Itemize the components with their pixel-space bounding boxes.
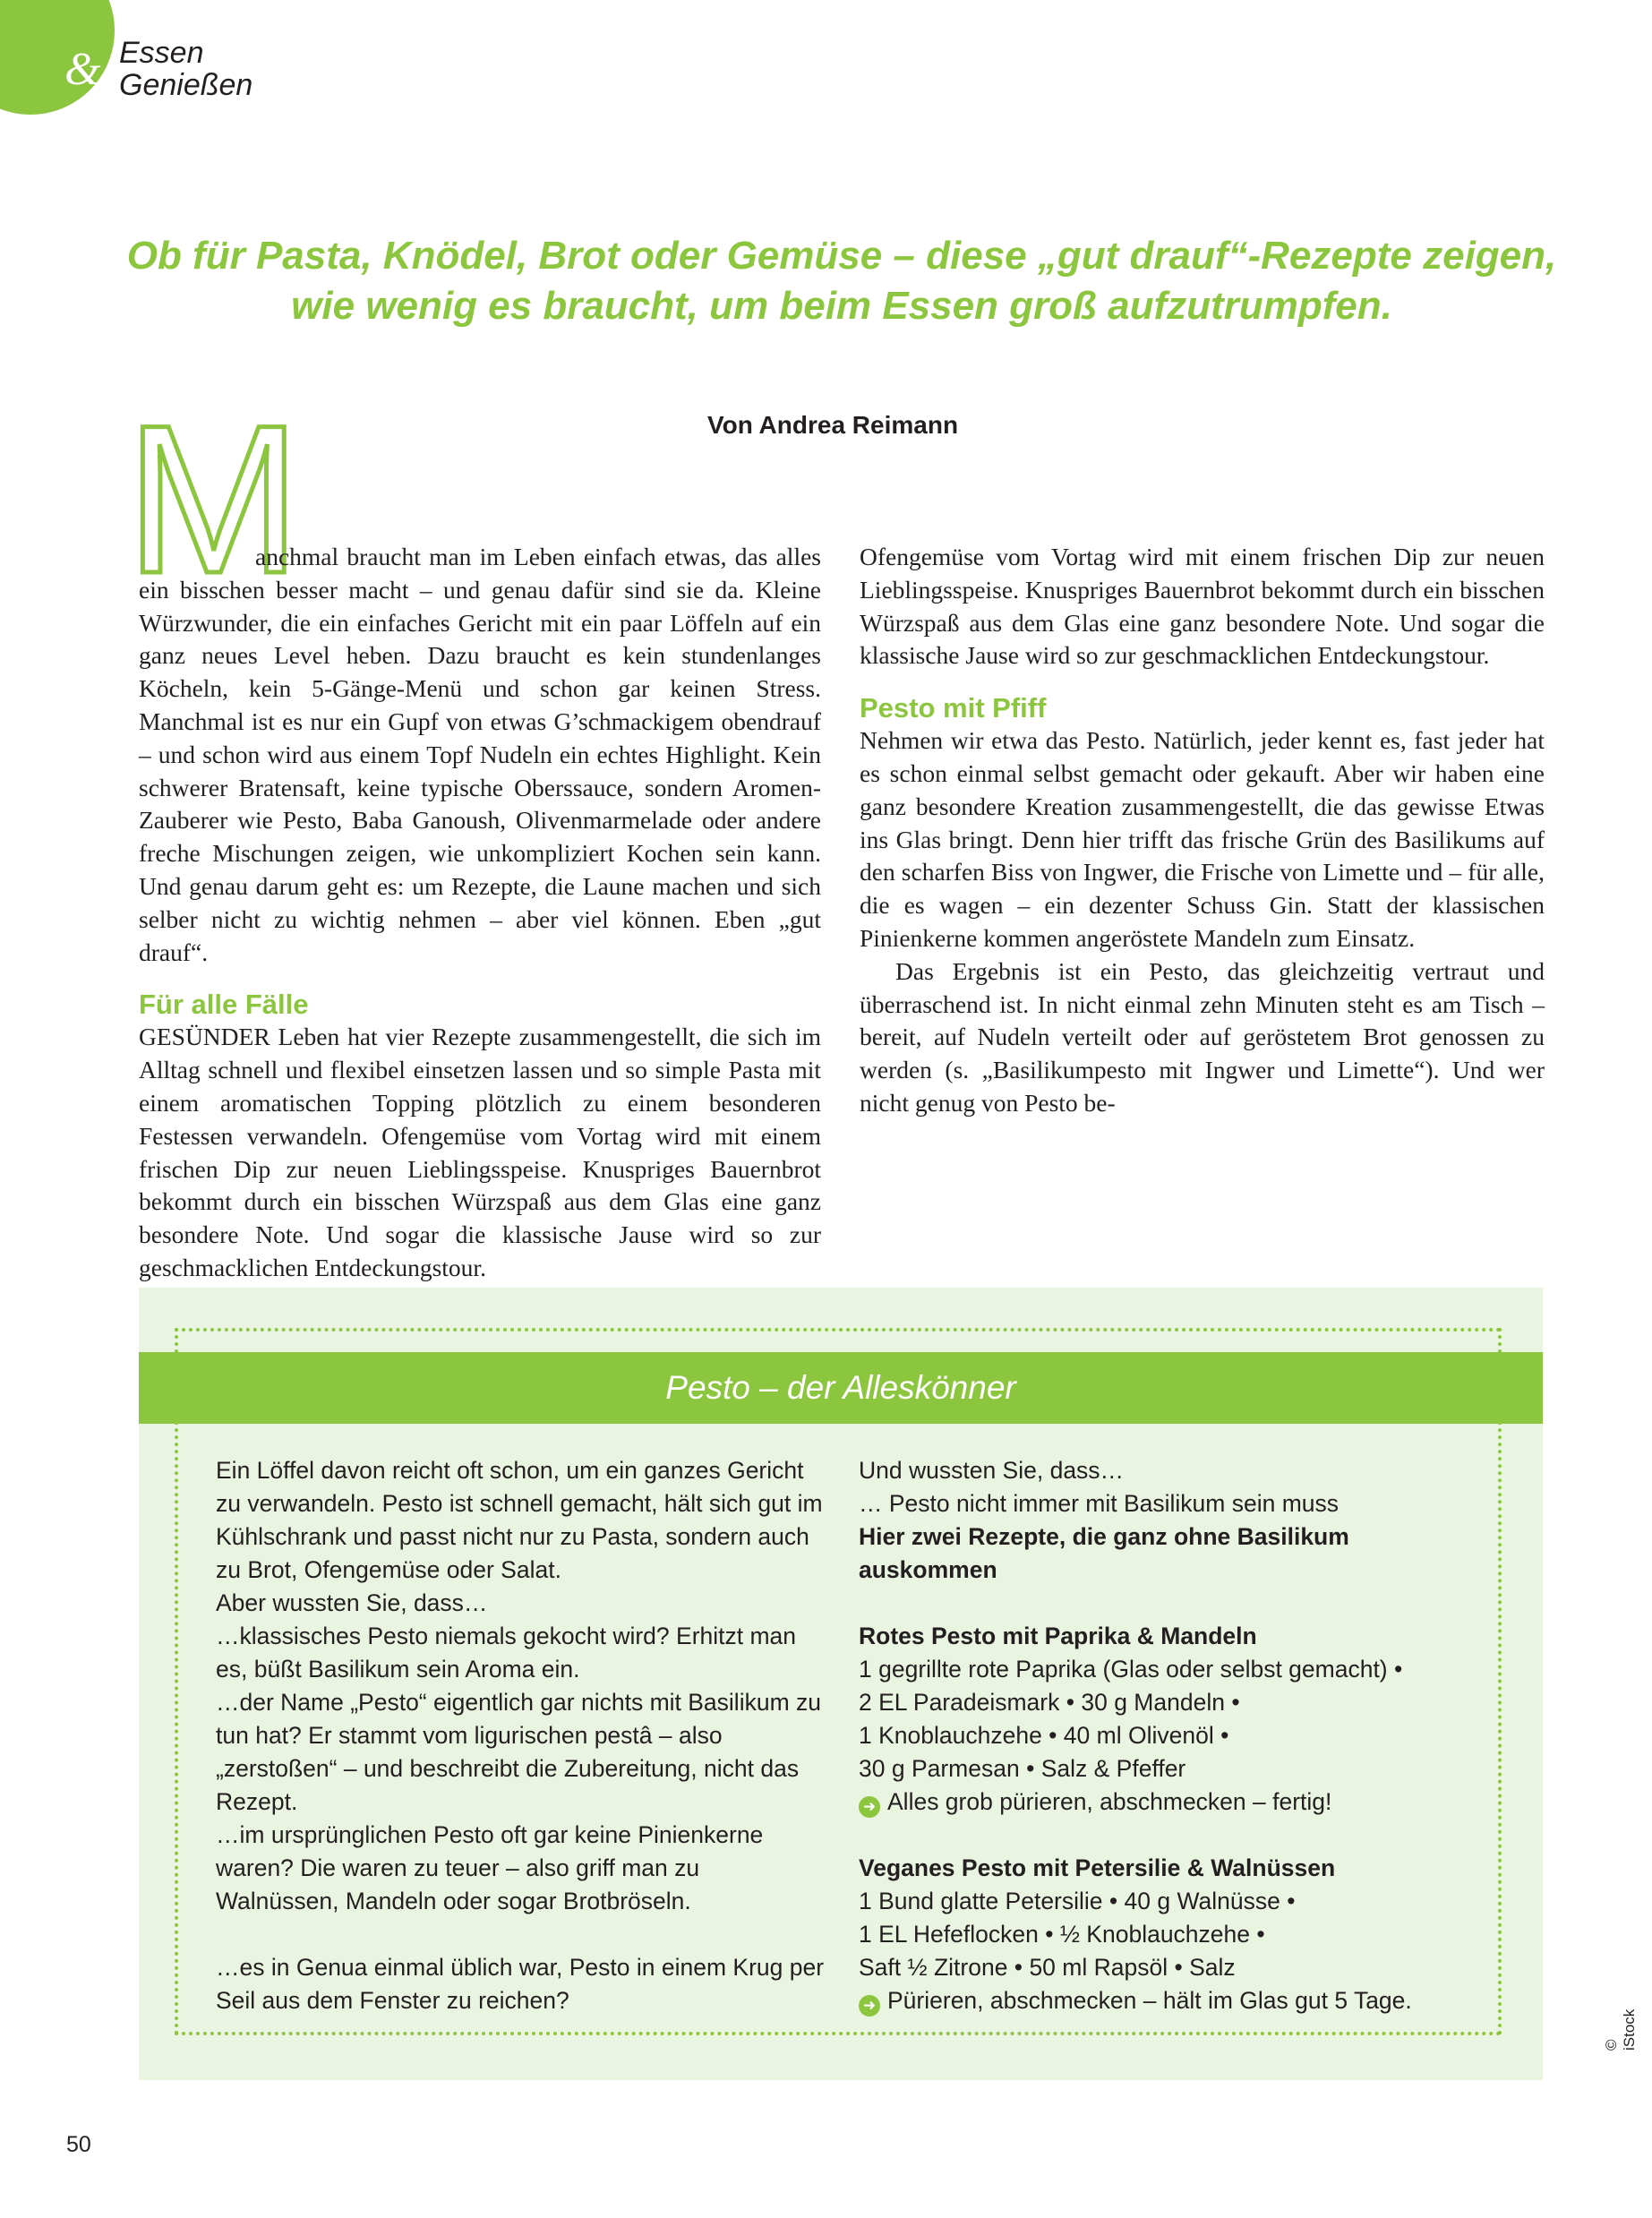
author-byline: Von Andrea Reimann <box>707 411 959 439</box>
recipe-2-ingredients-3: Saft ½ Zitrone • 50 ml Rapsöl • Salz <box>859 1954 1236 1981</box>
infobox-fact-2: …der Name „Pesto“ eigentlich gar nichts mit Basilikum zu tun hat? Er stammt vom ligurischen pestâ – also „zerstoßen“ – und beschreibt die Zubereitung, nicht das Rezept. <box>216 1689 821 1815</box>
article-paragraph-3: Nehmen wir etwa das Pesto. Natürlich, jeder kennt es, fast jeder hat es schon einmal selbst gemacht oder gekauft. Aber wir haben eine ganz besondere Kreation zusammengestellt, die das gewisse Etwas ins Glas bringt. Denn hier trifft das frische Grün des Basilikums auf den scharfen Biss von Ingwer, die Frische von Limette und – für alle, die es wagen – ein dezenter Schuss Gin. Statt der klassischen Pinienkerne kommen angeröstete Mandeln zum Einsatz. <box>860 726 1545 952</box>
headline-line-2: wie wenig es braucht, um beim Essen groß aufzutrumpfen. <box>291 284 1392 328</box>
recipe-2-ingredients-1: 1 Bund glatte Petersilie • 40 g Walnüsse • <box>859 1888 1296 1914</box>
recipe-2-title: Veganes Pesto mit Petersilie & Walnüssen <box>859 1854 1336 1881</box>
article-paragraph-2-continued: Ofengemüse vom Vortag wird mit einem frischen Dip zur neuen Lieblingsspeise. Knuspriges Bauernbrot bekommt durch ein bisschen Würzspaß aus dem Glas eine ganz besondere Note. Und sogar die klassische Jause wird so zur geschmacklichen Entdeckungstour. <box>860 543 1545 670</box>
infobox-question-lead: Aber wussten Sie, dass… <box>216 1589 488 1616</box>
recipe-1-title: Rotes Pesto mit Paprika & Mandeln <box>859 1623 1257 1649</box>
article-intro: anchmal braucht man im Leben einfach etwas, das alles ein bisschen besser macht – und genau dafür sind sie da. Kleine Würzwunder, die ein einfaches Gericht mit ein paar Löffeln auf ein ganz neues Level heben. Dazu braucht es kein stundenlanges Köcheln, kein 5-Gänge-Menü und schon gar keinen Stress. Manchmal ist es nur ein Gupf von etwas G’schmackigem obendrauf – und schon wird aus einem Topf Nudeln ein echtes Highlight. Kein schwerer Bratensaft, keine typische Oberssauce, sondern Aromen-Zauberer wie Pesto, Baba Ganoush, Olivenmarmelade oder andere freche Mischungen zeigen, wie unkompliziert Kochen sein kann. Und genau darum geht es: um Rezepte, die Laune machen und sich selber nicht zu wichtig nehmen – aber viel können. Eben „gut drauf“. <box>139 543 821 966</box>
infobox-fact-1: …klassisches Pesto niemals gekocht wird? Erhitzt man es, büßt Basilikum sein Aroma ein. <box>216 1623 797 1683</box>
infobox-fact-4: …es in Genua einmal üblich war, Pesto in einem Krug per Seil aus dem Fenster zu reichen? <box>216 1954 825 2014</box>
infobox-column-left <box>216 1454 825 2017</box>
recipe-1-ingredients-3: 1 Knoblauchzehe • 40 ml Olivenöl • <box>859 1722 1229 1749</box>
infobox-title: Pesto – der Alleskönner <box>139 1352 1543 1424</box>
infobox-intro: Ein Löffel davon reicht oft schon, um ein ganzes Gericht zu verwandeln. Pesto ist schnell gemacht, hält sich gut im Kühlschrank und passt nicht nur zu Pasta, sondern auch zu Brot, Ofengemüse oder Salat. <box>216 1457 823 1583</box>
section-logo-word-essen: Essen <box>119 36 204 70</box>
infobox-column-right <box>859 1454 1485 2017</box>
section-logo-word-geniessen: Genießen <box>119 68 253 102</box>
recipe-1-step <box>859 1786 1485 1819</box>
infobox-fact-3: …im ursprünglichen Pesto oft gar keine Pinienkerne waren? Die waren zu teuer – also griff man zu Walnüssen, Mandeln oder sogar Brotbröseln. <box>216 1821 764 1914</box>
infobox-right-fact: … Pesto nicht immer mit Basilikum sein muss <box>859 1490 1340 1517</box>
article-column-right <box>860 541 1545 1120</box>
recipe-1-ingredients-4: 30 g Parmesan • Salz & Pfeffer <box>859 1755 1186 1782</box>
section-logo-ampersand: & <box>64 44 101 95</box>
subhead-fuer-alle-faelle: Für alle Fälle <box>139 989 309 1021</box>
page-number: 50 <box>66 2132 91 2157</box>
drop-cap: M <box>125 381 302 618</box>
recipe-1-ingredients-2: 2 EL Paradeismark • 30 g Mandeln • <box>859 1689 1240 1716</box>
recipe-1-ingredients-1: 1 gegrillte rote Paprika (Glas oder selbst gemacht) • <box>859 1656 1403 1683</box>
recipe-2-ingredients-2: 1 EL Hefeflocken • ½ Knoblauchzehe • <box>859 1921 1265 1948</box>
infobox-recipes-intro: Hier zwei Rezepte, die ganz ohne Basilikum auskommen <box>859 1523 1349 1583</box>
recipe-1-step-text: Alles grob pürieren, abschmecken – fertig! <box>887 1788 1332 1815</box>
photo-credit: © iStock <box>1603 2008 1638 2051</box>
headline-line-1: Ob für Pasta, Knödel, Brot oder Gemüse – diese „gut drauf“-Rezepte zeigen, <box>126 234 1557 278</box>
recipe-2-step <box>859 1984 1485 2017</box>
article-paragraph-2: GESÜNDER Leben hat vier Rezepte zusammengestellt, die sich im Alltag schnell und flexibel einsetzen lassen und so simple Pasta mit einem aromatischen Topping plötzlich zu einem besonderen Festessen verwandeln. Ofengemüse vom Vortag wird mit einem frischen Dip zur neuen Lieblingsspeise. Knuspriges Bauernbrot bekommt durch ein bisschen Würzspaß aus dem Glas eine ganz besondere Note. Und sogar die klassische Jause wird so zur geschmacklichen Entdeckungstour. <box>139 1023 821 1281</box>
recipe-2-step-text: Pürieren, abschmecken – hält im Glas gut 5 Tage. <box>887 1987 1412 2014</box>
article-paragraph-4: Das Ergebnis ist ein Pesto, das gleichzeitig vertraut und überraschend ist. In nicht einmal zehn Minuten steht es am Tisch – bereit, auf Nudeln verteilt oder auf geröstetem Brot genossen zu werden (s. „Basilikumpesto mit Ingwer und Limette“). Und wer nicht genug von Pesto be- <box>860 956 1545 1117</box>
arrow-right-icon: ➜ <box>859 1796 880 1818</box>
arrow-right-icon: ➜ <box>859 1995 880 2017</box>
article-column-left <box>139 541 821 1281</box>
infobox-right-lead: Und wussten Sie, dass… <box>859 1457 1125 1484</box>
infobox-pesto <box>139 1288 1543 2080</box>
subhead-pesto-mit-pfiff: Pesto mit Pfiff <box>860 692 1047 724</box>
headline <box>90 231 1594 331</box>
